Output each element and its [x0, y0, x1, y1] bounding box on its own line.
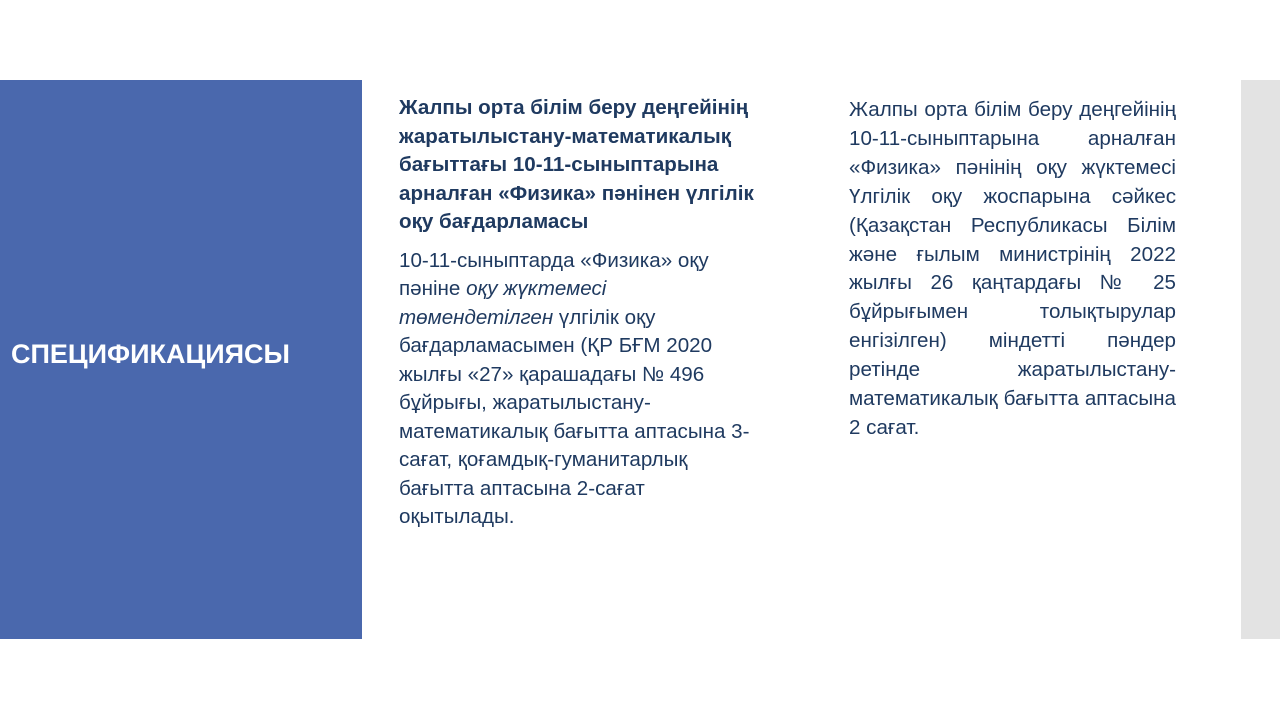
description-italic: оқу жүктемесі төмендетілген: [399, 277, 607, 329]
slide-title: СПЕЦИФИКАЦИЯСЫ: [11, 339, 290, 369]
left-text-column: [399, 94, 762, 532]
program-description: [399, 247, 762, 532]
description-part1: 10-11-сыныптарда «Физика» оқу пәніне: [399, 248, 709, 300]
program-heading: Жалпы орта білім беру деңгейінің жаратылыстану-математикалық бағыттағы 10-11-сыныптарына арналған «Физика» пәнінен үлгілік оқу бағдарламасы: [399, 96, 754, 233]
description-part2: үлгілік оқу бағдарламасымен (ҚР БҒМ 2020 жылғы «27» қарашадағы № 496 бұйрығы, жаратылыстану-математикалық бағытта аптасына 3-сағат, қоғамдық-гуманитарлық бағытта аптасына 2-сағат оқытылады.: [399, 305, 750, 528]
side-strip: [1241, 80, 1280, 639]
right-text-column: Жалпы орта білім беру деңгейінің 10-11-сыныптарына арналған «Физика» пәнінің оқу жүктемесі Үлгілік оқу жоспарына сәйкес (Қазақстан Республикасы Білім және ғылым министрінің 2022 жылғы 26 қаңтардағы № 25 бұйрығымен толықтырулар енгізілген) міндетті пәндер ретінде жаратылыстану-математикалық бағытта аптасына 2 сағат.: [849, 98, 1176, 439]
